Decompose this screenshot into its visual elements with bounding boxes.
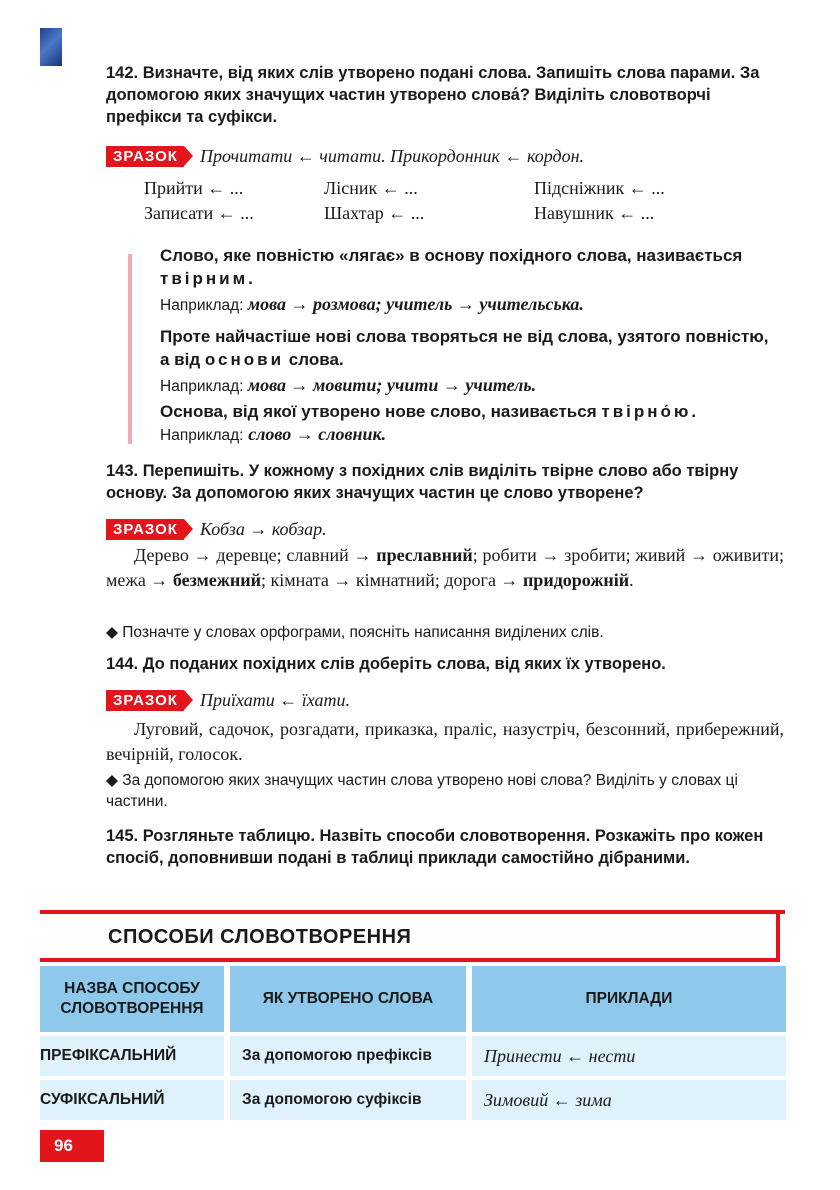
rule-paragraph-2 — [160, 325, 782, 371]
table-header-cell: ПРИКЛАДИ — [472, 966, 786, 1032]
rule-term: основи — [204, 350, 285, 369]
example-label: Наприклад: — [160, 297, 244, 314]
exercise-143-task: 143. Перепишіть. У кожному з похідних слів виділіть твірне слово або твірну основу. За допомогою яких значущих частин це слово утворене? — [106, 462, 739, 502]
word-item: Записати ← ... — [144, 203, 254, 223]
corner-decoration — [40, 28, 62, 66]
exercise-144-body: Луговий, садочок, розгадати, приказка, праліс, назустріч, безсонний, прибережний, вечірній, голосок. — [106, 719, 784, 764]
body-text: . — [629, 570, 634, 590]
exercise-143-note: ◆ Позначте у словах орфограми, поясніть написання виділених слів. — [106, 624, 604, 641]
sample-text: Прочитати ← читати. Прикордонник ← кордон. — [199, 146, 585, 166]
exercise-144-note: ◆ За допомогою яких значущих частин слова утворено нові слова? Виділіть у словах ці частини. — [106, 772, 738, 810]
word-item: Навушник ← ... — [534, 203, 655, 223]
rule-example-1 — [160, 293, 782, 317]
table-row — [40, 1036, 786, 1076]
rule-bar — [128, 254, 132, 444]
sample-badge: ЗРАЗОК — [106, 146, 184, 167]
rule-example-2 — [160, 374, 782, 398]
table-cell: ПРЕФІКСАЛЬНИЙ — [40, 1036, 224, 1076]
word-item: Прийти ← ... — [144, 178, 244, 198]
body-text: ; робити → зробити; живий → оживити; межа → — [106, 545, 784, 590]
table-cell: Зимовий ← зима — [472, 1080, 786, 1120]
rule-text: Слово, яке повністю «лягає» в основу похідного слова, називається — [160, 246, 743, 265]
sample-text: Кобза → кобзар. — [199, 519, 327, 539]
body-text: ; кімната → кімнатний; дорога → — [260, 570, 519, 590]
table-header — [40, 966, 786, 1032]
word-item: Підсніжник ← ... — [534, 178, 665, 198]
rule-paragraph-1 — [160, 244, 782, 290]
word-item: Шахтар ← ... — [324, 203, 425, 223]
table-cell: СУФІКСАЛЬНИЙ — [40, 1080, 224, 1120]
rule-block — [160, 244, 782, 447]
exercise-143-sample — [106, 519, 327, 540]
exercise-142-task: 142. Визначте, від яких слів утворено подані слова. Запишіть слова парами. За допомогою яких значущих частин утворено слова́? Виділіть словотворчі префікси та суфікси. — [106, 64, 760, 126]
table-cell: Принести ← нести — [472, 1036, 786, 1076]
sample-badge: ЗРАЗОК — [106, 519, 184, 540]
rule-text: слова. — [288, 350, 344, 369]
example-label: Наприклад: — [160, 378, 244, 395]
page-number: 96 — [40, 1130, 104, 1162]
body-bold: преславний — [376, 545, 473, 565]
rule-paragraph-3 — [160, 400, 782, 447]
example-text: мова → мовити; учити → учитель. — [247, 375, 537, 395]
example-label: Наприклад: — [160, 427, 244, 444]
sample-badge: ЗРАЗОК — [106, 690, 184, 711]
example-text: мова → розмова; учитель → учительська. — [247, 294, 584, 314]
exercise-145-task: 145. Розгляньте таблицю. Назвіть способи словотворення. Розкажіть про кожен спосіб, доповнивши подані в таблиці приклади самостійно дібраними. — [106, 827, 764, 867]
exercise-144-task: 144. До поданих похідних слів доберіть слова, від яких їх утворено. — [106, 655, 666, 673]
body-bold: придорожній — [522, 570, 630, 590]
rule-text: Проте найчастіше нові слова творяться не від слова, узятого повністю, а від — [160, 327, 769, 369]
table-cell: За допомогою префіксів — [230, 1036, 466, 1076]
table-title-bar — [40, 910, 780, 962]
sample-text: Приїхати ← їхати. — [199, 690, 350, 710]
example-text: слово → словник. — [248, 424, 387, 444]
exercise-142-sample — [106, 146, 584, 167]
exercise-144-sample — [106, 690, 350, 711]
word-item: Лісник ← ... — [324, 178, 418, 198]
rule-term: твірно́ю. — [601, 402, 700, 421]
table-row — [40, 1080, 786, 1120]
body-bold: безмежний — [172, 570, 261, 590]
table-header-cell: ЯК УТВОРЕНО СЛОВА — [230, 966, 466, 1032]
table-title: СПОСОБИ СЛОВОТВОРЕННЯ — [108, 926, 412, 948]
exercise-143-body — [106, 543, 784, 593]
rule-text: Основа, від якої утворено нове слово, називається — [160, 402, 597, 421]
table-cell: За допомогою суфіксів — [230, 1080, 466, 1120]
exercise-142-words — [144, 178, 764, 224]
table-header-cell: НАЗВА СПОСОБУ СЛОВОТВОРЕННЯ — [40, 966, 224, 1032]
rule-term: твірним. — [160, 269, 256, 288]
body-text: Дерево → деревце; славний → — [134, 545, 372, 565]
